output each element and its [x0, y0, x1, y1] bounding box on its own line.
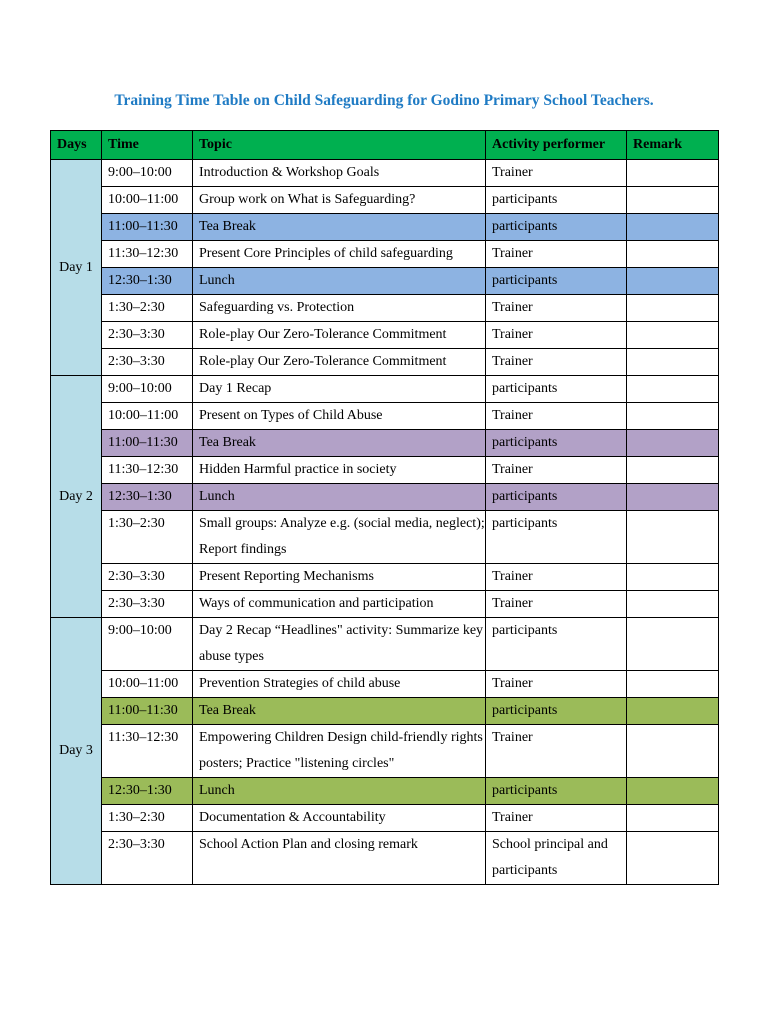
time-cell: 12:30–1:30 — [102, 778, 193, 805]
remark-cell — [627, 430, 719, 457]
performer-cell: participants — [486, 484, 627, 511]
table-row — [51, 805, 719, 832]
time-cell: 10:00–11:00 — [102, 403, 193, 430]
table-row — [51, 430, 719, 457]
time-cell: 11:00–11:30 — [102, 430, 193, 457]
time-cell: 11:30–12:30 — [102, 457, 193, 484]
remark-cell — [627, 671, 719, 698]
topic-cell: Hidden Harmful practice in society — [193, 457, 486, 484]
performer-cell: Trainer — [486, 457, 627, 484]
time-cell: 11:00–11:30 — [102, 698, 193, 725]
remark-cell — [627, 187, 719, 214]
remark-cell — [627, 832, 719, 885]
time-cell: 2:30–3:30 — [102, 832, 193, 885]
topic-cell: Empowering Children Design child-friendly rights posters; Practice "listening circles" — [193, 725, 486, 778]
remark-cell — [627, 160, 719, 187]
time-cell: 1:30–2:30 — [102, 295, 193, 322]
performer-cell: Trainer — [486, 403, 627, 430]
document-title: Training Time Table on Child Safeguarding for Godino Primary School Teachers. — [114, 92, 654, 109]
table-row — [51, 564, 719, 591]
remark-cell — [627, 564, 719, 591]
timetable — [50, 130, 719, 885]
remark-cell — [627, 778, 719, 805]
table-row — [51, 187, 719, 214]
remark-cell — [627, 511, 719, 564]
table-row — [51, 698, 719, 725]
performer-cell: participants — [486, 778, 627, 805]
day-label: Day 3 — [51, 618, 102, 885]
table-row — [51, 725, 719, 778]
topic-cell: Safeguarding vs. Protection — [193, 295, 486, 322]
time-cell: 9:00–10:00 — [102, 376, 193, 403]
performer-cell: Trainer — [486, 725, 627, 778]
performer-cell: participants — [486, 187, 627, 214]
time-cell: 9:00–10:00 — [102, 618, 193, 671]
topic-cell: Role-play Our Zero-Tolerance Commitment — [193, 349, 486, 376]
topic-cell: School Action Plan and closing remark — [193, 832, 486, 885]
time-cell: 1:30–2:30 — [102, 511, 193, 564]
remark-cell — [627, 214, 719, 241]
header-days: Days — [51, 131, 102, 160]
topic-cell: Lunch — [193, 268, 486, 295]
table-row — [51, 160, 719, 187]
topic-cell: Ways of communication and participation — [193, 591, 486, 618]
time-cell: 1:30–2:30 — [102, 805, 193, 832]
day-label: Day 2 — [51, 376, 102, 618]
table-row — [51, 376, 719, 403]
table-row — [51, 618, 719, 671]
performer-cell: participants — [486, 376, 627, 403]
performer-cell: participants — [486, 268, 627, 295]
day-label: Day 1 — [51, 160, 102, 376]
performer-cell: Trainer — [486, 349, 627, 376]
time-cell: 12:30–1:30 — [102, 268, 193, 295]
remark-cell — [627, 618, 719, 671]
table-row — [51, 403, 719, 430]
performer-cell: Trainer — [486, 295, 627, 322]
time-cell: 2:30–3:30 — [102, 591, 193, 618]
performer-cell: Trainer — [486, 805, 627, 832]
topic-cell: Small groups: Analyze e.g. (social media, neglect); Report findings — [193, 511, 486, 564]
performer-cell: participants — [486, 698, 627, 725]
performer-cell: Trainer — [486, 160, 627, 187]
remark-cell — [627, 725, 719, 778]
topic-cell: Role-play Our Zero-Tolerance Commitment — [193, 322, 486, 349]
topic-cell: Prevention Strategies of child abuse — [193, 671, 486, 698]
remark-cell — [627, 403, 719, 430]
remark-cell — [627, 241, 719, 268]
table-row — [51, 295, 719, 322]
table-row — [51, 671, 719, 698]
performer-cell: participants — [486, 430, 627, 457]
time-cell: 12:30–1:30 — [102, 484, 193, 511]
topic-cell: Day 1 Recap — [193, 376, 486, 403]
remark-cell — [627, 457, 719, 484]
table-row — [51, 268, 719, 295]
time-cell: 10:00–11:00 — [102, 187, 193, 214]
header-remark: Remark — [627, 131, 719, 160]
table-row — [51, 832, 719, 885]
performer-cell: participants — [486, 511, 627, 564]
performer-cell: School principal and participants — [486, 832, 627, 885]
topic-cell: Lunch — [193, 484, 486, 511]
header-activity-performer: Activity performer — [486, 131, 627, 160]
topic-cell: Present Core Principles of child safeguarding — [193, 241, 486, 268]
performer-cell: Trainer — [486, 564, 627, 591]
table-row — [51, 349, 719, 376]
time-cell: 10:00–11:00 — [102, 671, 193, 698]
time-cell: 2:30–3:30 — [102, 349, 193, 376]
time-cell: 2:30–3:30 — [102, 322, 193, 349]
remark-cell — [627, 268, 719, 295]
time-cell: 11:30–12:30 — [102, 725, 193, 778]
header-topic: Topic — [193, 131, 486, 160]
remark-cell — [627, 376, 719, 403]
header-row — [51, 131, 719, 160]
remark-cell — [627, 484, 719, 511]
table-row — [51, 511, 719, 564]
topic-cell: Tea Break — [193, 214, 486, 241]
table-row — [51, 322, 719, 349]
time-cell: 11:30–12:30 — [102, 241, 193, 268]
performer-cell: participants — [486, 214, 627, 241]
time-cell: 2:30–3:30 — [102, 564, 193, 591]
table-row — [51, 214, 719, 241]
table-row — [51, 484, 719, 511]
performer-cell: Trainer — [486, 241, 627, 268]
topic-cell: Documentation & Accountability — [193, 805, 486, 832]
table-row — [51, 241, 719, 268]
topic-cell: Day 2 Recap “Headlines" activity: Summarize key abuse types — [193, 618, 486, 671]
remark-cell — [627, 295, 719, 322]
remark-cell — [627, 698, 719, 725]
performer-cell: participants — [486, 618, 627, 671]
time-cell: 11:00–11:30 — [102, 214, 193, 241]
header-time: Time — [102, 131, 193, 160]
topic-cell: Tea Break — [193, 698, 486, 725]
table-row — [51, 591, 719, 618]
performer-cell: Trainer — [486, 671, 627, 698]
remark-cell — [627, 349, 719, 376]
topic-cell: Introduction & Workshop Goals — [193, 160, 486, 187]
remark-cell — [627, 322, 719, 349]
time-cell: 9:00–10:00 — [102, 160, 193, 187]
performer-cell: Trainer — [486, 591, 627, 618]
topic-cell: Present Reporting Mechanisms — [193, 564, 486, 591]
table-row — [51, 778, 719, 805]
remark-cell — [627, 591, 719, 618]
topic-cell: Present on Types of Child Abuse — [193, 403, 486, 430]
remark-cell — [627, 805, 719, 832]
topic-cell: Tea Break — [193, 430, 486, 457]
performer-cell: Trainer — [486, 322, 627, 349]
table-row — [51, 457, 719, 484]
topic-cell: Lunch — [193, 778, 486, 805]
topic-cell: Group work on What is Safeguarding? — [193, 187, 486, 214]
